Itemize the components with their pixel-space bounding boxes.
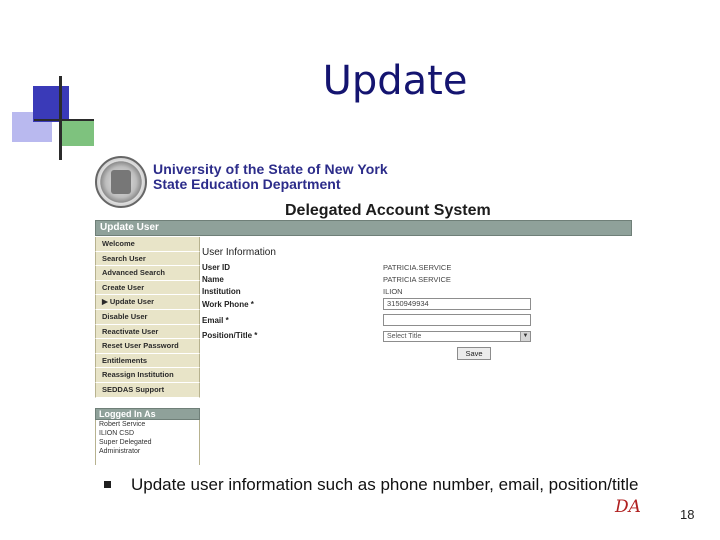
- logged-in-line: Administrator: [99, 448, 141, 455]
- nav-item-reactivate-user[interactable]: Reactivate User: [95, 325, 200, 340]
- nav-item-entitlements[interactable]: Entitlements: [95, 354, 200, 369]
- name-value: PATRICIA SERVICE: [383, 275, 451, 284]
- logged-in-line: ILION CSD: [99, 430, 135, 437]
- chevron-down-icon[interactable]: ▼: [520, 332, 530, 341]
- nav-item-disable-user[interactable]: Disable User: [95, 310, 200, 325]
- state-seal-icon: [95, 156, 147, 208]
- institution-label: Institution: [202, 287, 241, 296]
- decor-horizontal-line: [34, 119, 94, 121]
- system-title: Delegated Account System: [285, 202, 491, 219]
- department-name: State Education Department: [153, 176, 341, 192]
- email-input[interactable]: [383, 314, 531, 326]
- bullet-text: Update user information such as phone number, email, position/title: [131, 475, 639, 494]
- embedded-screenshot: [95, 153, 632, 465]
- nav-item-search-user[interactable]: Search User: [95, 252, 200, 267]
- position-title-select[interactable]: [383, 331, 531, 342]
- name-label: Name: [202, 275, 224, 284]
- form-title: User Information: [202, 247, 276, 258]
- logged-in-line: Robert Service: [99, 421, 146, 428]
- slide-number: 18: [680, 507, 695, 522]
- nav-item-reassign-institution[interactable]: Reassign Institution: [95, 368, 200, 383]
- nav-item-update-user[interactable]: ▶ Update User: [95, 295, 200, 310]
- email-label: Email *: [202, 316, 229, 325]
- page-header-bar: [95, 220, 632, 236]
- user-id-label: User ID: [202, 263, 231, 272]
- nav-item-welcome[interactable]: Welcome: [95, 237, 200, 252]
- author-initials: DA: [615, 497, 641, 517]
- work-phone-label: Work Phone *: [202, 300, 254, 309]
- logged-in-line: Super Delegated: [99, 439, 152, 446]
- nav-item-seddas-support[interactable]: SEDDAS Support: [95, 383, 200, 398]
- bullet-icon: [104, 481, 111, 488]
- logged-in-heading: Logged In As: [95, 408, 200, 420]
- decor-vertical-line: [59, 76, 62, 160]
- sidebar-nav: [95, 237, 200, 398]
- decor-blue-square: [33, 86, 69, 122]
- nav-item-create-user[interactable]: Create User: [95, 281, 200, 296]
- save-button[interactable]: Save: [457, 347, 491, 360]
- page-header-label: Update User: [100, 222, 159, 233]
- user-id-value: PATRICIA.SERVICE: [383, 263, 452, 272]
- nav-item-advanced-search[interactable]: Advanced Search: [95, 266, 200, 281]
- position-title-label: Position/Title *: [202, 331, 258, 340]
- logged-in-panel: [95, 420, 200, 465]
- institution-value: ILION: [383, 287, 403, 296]
- position-title-selected: Select Title: [387, 333, 422, 340]
- nav-item-reset-password[interactable]: Reset User Password: [95, 339, 200, 354]
- university-name: University of the State of New York: [153, 161, 388, 177]
- work-phone-input[interactable]: 3150949934: [383, 298, 531, 310]
- slide-title: Update: [322, 58, 468, 104]
- decor-green-square: [60, 120, 94, 146]
